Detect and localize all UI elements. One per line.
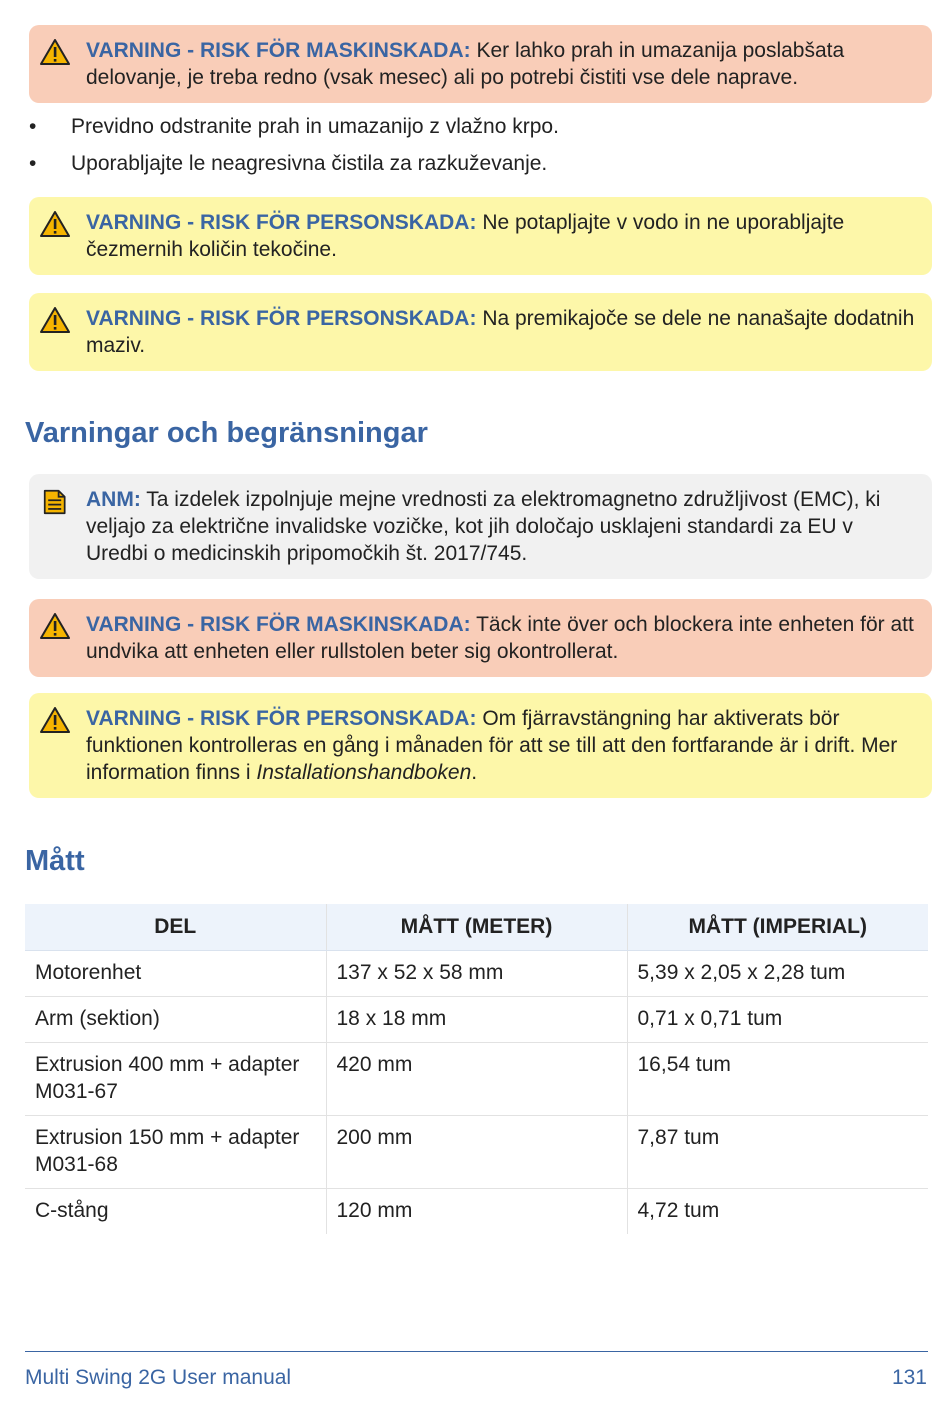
warning-text: Täck inte över och blockera inte enheten för att undvika att enheten eller rullstolen beter sig okontrollerat. bbox=[86, 613, 914, 663]
table-cell: Extrusion 150 mm + adapter M031-68 bbox=[25, 1116, 326, 1189]
column-header: DEL bbox=[25, 904, 326, 951]
table-row bbox=[25, 1043, 928, 1116]
page-number: 131 bbox=[891, 1366, 927, 1389]
warning-text: Na premikajoče se dele ne nanašajte dodatnih maziv. bbox=[86, 307, 915, 357]
table-cell: 16,54 tum bbox=[627, 1043, 928, 1116]
table-cell: 420 mm bbox=[326, 1043, 627, 1116]
note-text: Ta izdelek izpolnjuje mejne vrednosti za elektromagnetno združljivost (EMC), ki veljajo za električne invalidske vozičke, kot jih določajo usklajeni standardi za EU v Uredbi o medicinskih pripomočkih št. 2017/745. bbox=[86, 488, 881, 565]
table-row bbox=[25, 1189, 928, 1235]
warning-personal-injury-1 bbox=[29, 197, 932, 275]
table-cell: 5,39 x 2,05 x 2,28 tum bbox=[627, 951, 928, 997]
warning-label: VARNING - RISK FÖR PERSONSKADA: bbox=[86, 707, 477, 730]
table-cell: 4,72 tum bbox=[627, 1189, 928, 1235]
warning-personal-injury-3: VARNING - RISK FÖR PERSONSKADA: Om fjärravstängning har aktiverats bör funktionen kontrolleras en gång i månaden för att se till att den fortfarande är i drift. Mer information finns i Installationshandboken. bbox=[29, 693, 932, 798]
section-heading-warnings: Varningar och begränsningar bbox=[25, 417, 428, 449]
list-item: • Uporabljajte le neagresivna čistila za razkuževanje. bbox=[29, 150, 559, 187]
warning-text: Ne potapljajte v vodo in ne uporabljajte čezmernih količin tekočine. bbox=[86, 211, 845, 261]
table-row bbox=[25, 951, 928, 997]
table-cell: 7,87 tum bbox=[627, 1116, 928, 1189]
footer-divider bbox=[25, 1351, 928, 1352]
bullet-marker: • bbox=[29, 152, 37, 175]
table-cell: Extrusion 400 mm + adapter M031-67 bbox=[25, 1043, 326, 1116]
table-row bbox=[25, 997, 928, 1043]
warning-triangle-icon bbox=[40, 706, 70, 734]
column-header: MÅTT (IMPERIAL) bbox=[627, 904, 928, 951]
warning-label: VARNING - RISK FÖR MASKINSKADA: bbox=[86, 39, 471, 62]
table-cell: 120 mm bbox=[326, 1189, 627, 1235]
warning-triangle-icon bbox=[40, 38, 70, 66]
table-row bbox=[25, 1116, 928, 1189]
section-heading-dimensions: Mått bbox=[25, 845, 85, 877]
document-note-icon bbox=[43, 487, 69, 517]
column-header: MÅTT (METER) bbox=[326, 904, 627, 951]
warning-label: VARNING - RISK FÖR PERSONSKADA: bbox=[86, 307, 477, 330]
table-cell: C-stång bbox=[35, 1199, 109, 1222]
note-label: ANM: bbox=[86, 488, 141, 511]
warning-triangle-icon bbox=[40, 612, 70, 640]
dimensions-table bbox=[25, 904, 928, 1234]
warning-personal-injury-2 bbox=[29, 293, 932, 371]
warning-text: Ker lahko prah in umazanija poslabšata delovanje, je treba redno (vsak mesec) ali po potrebi čistiti vse dele naprave. bbox=[86, 39, 845, 89]
warning-machine-damage-1 bbox=[29, 25, 932, 103]
footer-manual-title: Multi Swing 2G User manual bbox=[25, 1366, 292, 1389]
warning-label: VARNING - RISK FÖR PERSONSKADA: bbox=[86, 211, 477, 234]
warning-machine-damage-2 bbox=[29, 599, 932, 677]
manual-reference: Installationshandboken bbox=[256, 761, 472, 784]
warning-text: Om fjärravstängning har aktiverats bör funktionen kontrolleras en gång i månaden för att se till att den fortfarande är i drift. Mer information finns i bbox=[86, 707, 898, 784]
warning-label: VARNING - RISK FÖR MASKINSKADA: bbox=[86, 613, 471, 636]
table-cell: 137 x 52 x 58 mm bbox=[326, 951, 627, 997]
table-cell: 18 x 18 mm bbox=[326, 997, 627, 1043]
table-header-row bbox=[25, 904, 928, 951]
warning-triangle-icon bbox=[40, 210, 70, 238]
note-emc bbox=[29, 474, 932, 579]
bullet-marker: • bbox=[29, 115, 37, 138]
table-cell: 200 mm bbox=[326, 1116, 627, 1189]
table-cell: Motorenhet bbox=[25, 951, 326, 997]
table-cell: Arm (sektion) bbox=[25, 997, 326, 1043]
warning-triangle-icon bbox=[40, 306, 70, 334]
table-cell: 0,71 x 0,71 tum bbox=[627, 997, 928, 1043]
cleaning-bullet-list bbox=[29, 113, 559, 187]
list-item: • Previdno odstranite prah in umazanijo z vlažno krpo. bbox=[29, 113, 559, 150]
